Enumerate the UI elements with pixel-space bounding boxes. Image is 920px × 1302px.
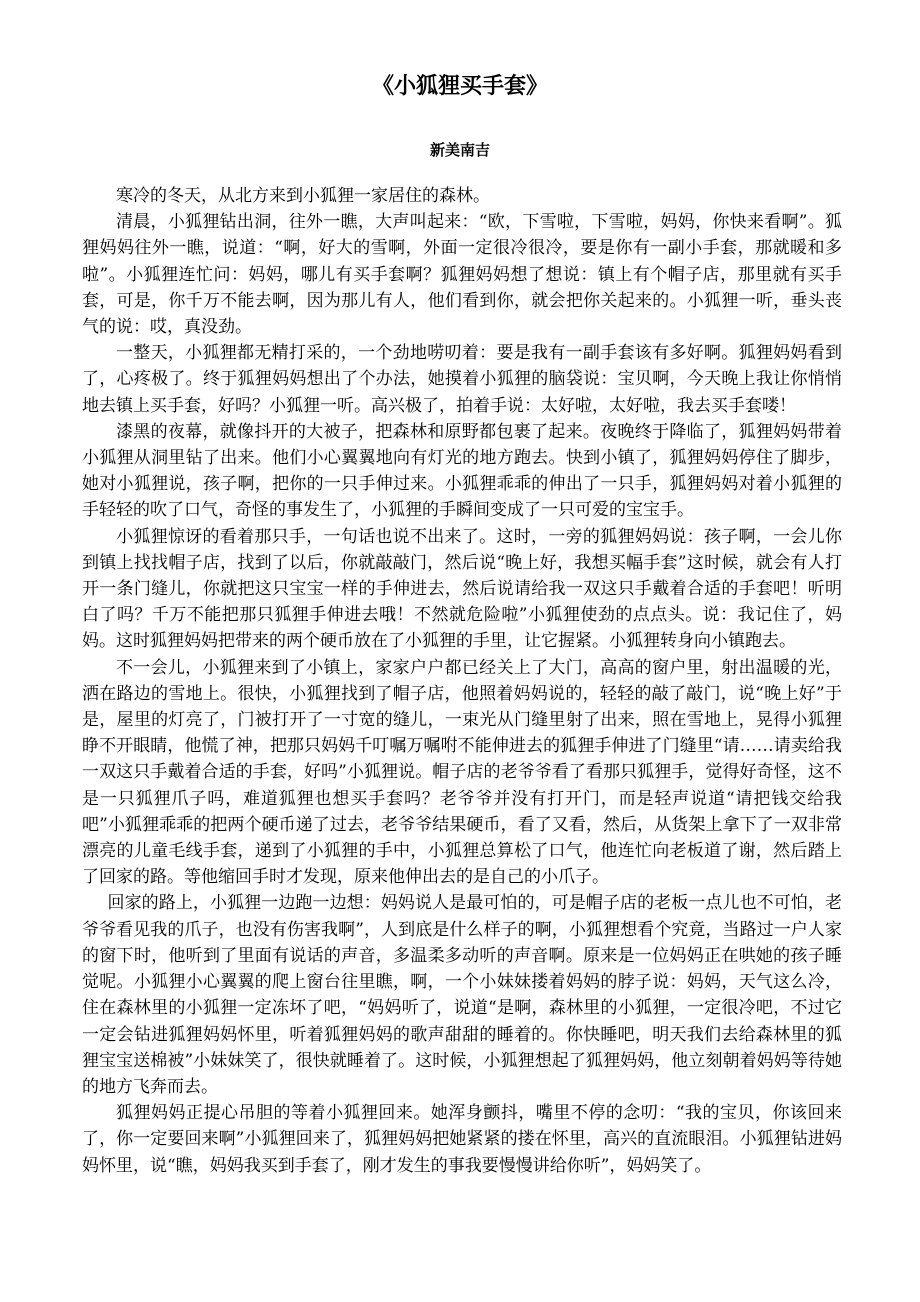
document-title: 《小狐狸买手套》	[371, 74, 548, 99]
paragraph-7: 回家的路上，小狐狸一边跑一边想：妈妈说人是最可怕的，可是帽子店的老板一点儿也不可怕，老爷爷看见我的爪子，也没有伤害我啊”，人到底是什么样子的啊，小狐狸想看个究竟，当路过一户人家的窗下时，他听到了里面有说话的声音，多温柔多动听的声音啊。原来是一位妈妈正在哄她的孩子睡觉呢。小狐狸小心翼翼的爬上窗台往里瞧，啊，一个小妹妹搂着妈妈的脖子说：妈妈，天气这么冷，住在森林里的小狐狸一定冻坏了吧，“妈妈听了，说道“是啊，森林里的小狐狸，一定很冷吧，不过它一定会钻进狐狸妈妈怀里，听着狐狸妈妈的歌声甜甜的睡着的。你快睡吧，明天我们去给森林里的狐狸宝宝送棉被”小妹妹笑了，很快就睡着了。这时候，小狐狸想起了狐狸妈妈，他立刻朝着妈妈等待她的地方飞奔而去。	[82, 893, 842, 1097]
paragraph-2: 清晨，小狐狸钻出洞，往外一瞧，大声叫起来：“欧，下雪啦，下雪啦，妈妈，你快来看啊”。狐狸妈妈往外一瞧，说道：“啊，好大的雪啊，外面一定很冷很冷，要是你有一副小手套，那就暖和多啦”。小狐狸连忙问：妈妈，哪儿有买手套啊？狐狸妈妈想了想说：镇上有个帽子店，那里就有买手套，可是，你千万不能去啊，因为那儿有人，他们看到你，就会把你关起来的。小狐狸一听，垂头丧气的说：哎，真没劲。	[82, 212, 842, 338]
paragraph-6: 不一会儿，小狐狸来到了小镇上，家家户户都已经关上了大门，高高的窗户里，射出温暖的光，洒在路边的雪地上。很快，小狐狸找到了帽子店，他照着妈妈说的，轻轻的敲了敲门，说“晚上好”于是，屋里的灯亮了，门被打开了一寸宽的缝儿，一束光从门缝里射了出来，照在雪地上，晃得小狐狸睁不开眼睛，他慌了神，把那只妈妈千叮嘱万嘱咐不能伸进去的狐狸手伸进了门缝里“请……请卖给我一双这只手戴着合适的手套，好吗”小狐狸说。帽子店的老爷爷看了看那只狐狸手，觉得好奇怪，这不是一只狐狸爪子吗，难道狐狸也想买手套吗？老爷爷并没有打开门，而是轻声说道“请把钱交给我吧”小狐狸乖乖的把两个硬币递了过去，老爷爷结果硬币，看了又看，然后，从货架上拿下了一双非常漂亮的儿童毛线手套，递到了小狐狸的手中，小狐狸总算松了口气，他连忙向老板道了谢，然后踏上了回家的路。等他缩回手时才发现，原来他伸出去的是自己的小爪子。	[82, 657, 842, 888]
paragraph-4: 漆黑的夜幕，就像抖开的大被子，把森林和原野都包裹了起来。夜晚终于降临了，狐狸妈妈带着小狐狸从洞里钻了出来。他们小心翼翼地向有灯光的地方跑去。快到小镇了，狐狸妈妈停住了脚步，她对小狐狸说，孩子啊，把你的一只手伸过来。小狐狸乖乖的伸出了一只手，狐狸妈妈对着小狐狸的手轻轻的吹了口气，奇怪的事发生了，小狐狸的手瞬间变成了一只可爱的宝宝手。	[82, 421, 842, 521]
paragraph-3: 一整天，小狐狸都无精打采的，一个劲地唠叨着：要是我有一副手套该有多好啊。狐狸妈妈看到了，心疼极了。终于狐狸妈妈想出了个办法，她摸着小狐狸的脑袋说：宝贝啊，今天晚上我让你悄悄地去镇上买手套，好吗？小狐狸一听。高兴极了，拍着手说：太好啦，太好啦，我去买手套喽！	[82, 343, 842, 416]
document-author: 新美南吉	[429, 141, 490, 159]
paragraph-8: 狐狸妈妈正提心吊胆的等着小狐狸回来。她浑身颤抖，嘴里不停的念叨：“我的宝贝，你该回来了，你一定要回来啊”小狐狸回来了，狐狸妈妈把她紧紧的搂在怀里，高兴的直流眼泪。小狐狸钻进妈妈怀里，说“瞧，妈妈我买到手套了，刚才发生的事我要慢慢讲给你听”，妈妈笑了。	[82, 1103, 842, 1176]
paragraph-1: 寒冷的冬天，从北方来到小狐狸一家居住的森林。	[116, 186, 490, 206]
paragraph-5: 小狐狸惊讶的看着那只手，一句话也说不出来了。这时，一旁的狐狸妈妈说：孩子啊，一会儿你到镇上找找帽子店，找到了以后，你就敲敲门，然后说“晚上好，我想买幅手套”这时候，就会有人打开一条门缝儿，你就把这只宝宝一样的手伸进去，然后说请给我一双这只手戴着合适的手套吧！听明白了吗？千万不能把那只狐狸手伸进去哦！不然就危险啦”小狐狸使劲的点点头。说：我记住了，妈妈。这时狐狸妈妈把带来的两个硬币放在了小狐狸的手里，让它握紧。小狐狸转身向小镇跑去。	[82, 526, 842, 652]
document-body	[82, 183, 842, 1179]
